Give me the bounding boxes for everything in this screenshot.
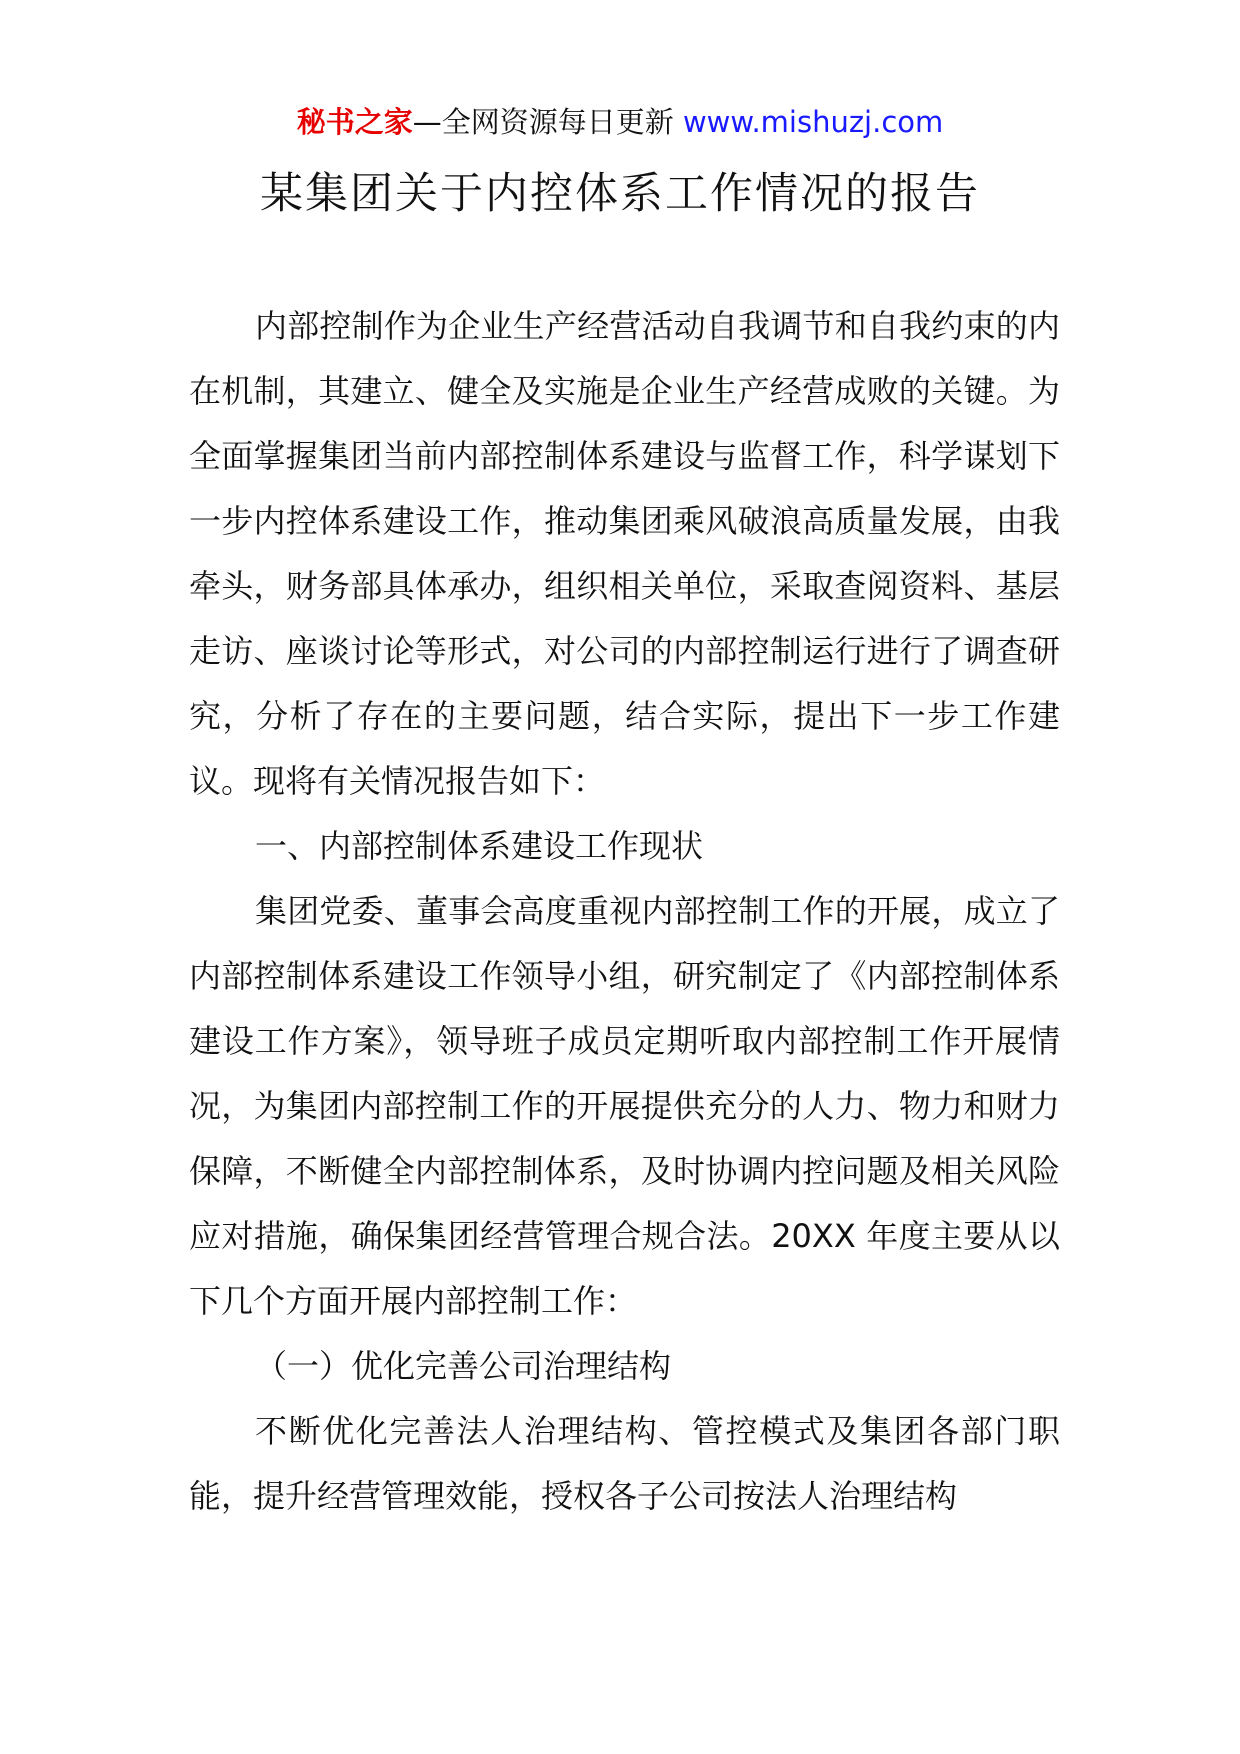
intro-paragraph: 内部控制作为企业生产经营活动自我调节和自我约束的内在机制，其建立、健全及实施是企业生产经营成败的关键。为全面掌握集团当前内部控制体系建设与监督工作，科学谋划下一步内控体系建设工作，推动集团乘风破浪高质量发展，由我牵头，财务部具体承办，组织相关单位，采取查阅资料、基层走访、座谈讨论等形式，对公司的内部控制运行进行了调查研究，分析了存在的主要问题，结合实际，提出下一步工作建议。现将有关情况报告如下：: [189, 307, 1060, 800]
site-header: [0, 102, 1240, 142]
site-brand: 秘书之家: [296, 105, 413, 139]
section-heading: 一、内部控制体系建设工作现状: [255, 827, 704, 865]
site-tagline: —全网资源每日更新: [412, 105, 674, 139]
section-paragraph: 集团党委、董事会高度重视内部控制工作的开展，成立了内部控制体系建设工作领导小组，研究制定了《内部控制体系建设工作方案》，领导班子成员定期听取内部控制工作开展情况，为集团内部控制工作的开展提供充分的人力、物力和财力保障，不断健全内部控制体系，及时协调内控问题及相关风险应对措施，确保集团经营管理合规合法。20XX 年度主要从以下几个方面开展内部控制工作：: [189, 892, 1060, 1320]
subsection-paragraph: 不断优化完善法人治理结构、管控模式及集团各部门职能，提升经营管理效能，授权各子公司按法人治理结构: [189, 1412, 1060, 1515]
subsection-heading: （一）优化完善公司治理结构: [255, 1347, 672, 1385]
document-title: 某集团关于内控体系工作情况的报告: [260, 169, 980, 219]
document-body: [189, 294, 1060, 1529]
site-url-link[interactable]: www.mishuzj.com: [682, 105, 944, 139]
